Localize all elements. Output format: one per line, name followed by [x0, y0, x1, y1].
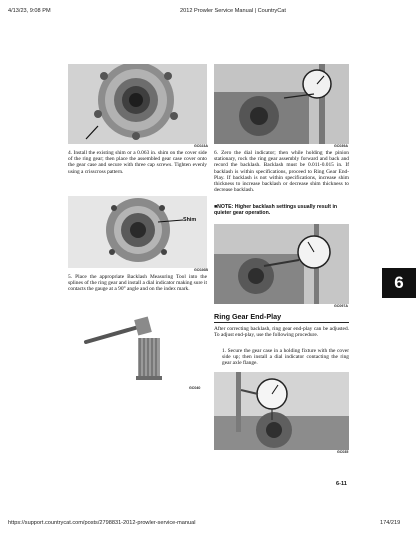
figure-code: GC039A [334, 144, 348, 148]
note-text: ■NOTE: Higher backlash settings usually result in quieter gear operation. [214, 204, 338, 217]
figure-code: GC040 [189, 386, 201, 390]
section-rule [214, 322, 349, 323]
footer-url[interactable]: https://support.countrycat.com/posts/2798831-2012-prowler-service-manual [8, 520, 196, 526]
figure-code: GC023A [194, 144, 208, 148]
photo-end-play-dial-indicator [214, 372, 349, 450]
photo-shim-ring-gear [68, 196, 207, 268]
step-5-text: 5. Place the appropriate Backlash Measuring Tool into the splines of the ring gear and install a dial indicator making sure it contacts the gauge at a 90° angle and on the index mark. [68, 274, 207, 293]
photo-measuring-tool [80, 312, 205, 388]
figure-code: GC097A [334, 304, 348, 308]
header-title: 2012 Prowler Service Manual | CountryCat [180, 8, 286, 14]
photo-backlash-tool [214, 224, 349, 304]
section-step-1-text: 1. Secure the gear case in a holding fixture with the cover side up; then install a dial indicator contacting the ring gear axle flange. [222, 348, 349, 367]
page-number: 6-11 [336, 481, 347, 487]
footer-page-count: 174/219 [380, 520, 401, 526]
shim-label: Shim [183, 217, 197, 223]
step-6-text: 6. Zero the dial indicator; then while holding the pinion stationary, rock the ring gear assembly forward and back and record the backlash. Backlash must be 0.011-0.015 in. If backlash is within specifications, proceed to Ring Gear End-Play. If backlash is not within specifications, increase shim thickness to increase backlash or decrease shim thickness to decrease backlash. [214, 150, 349, 194]
figure-code: GC026B [194, 268, 208, 272]
photo-dial-indicator-backlash [214, 64, 349, 144]
figure-code: GC035 [337, 450, 349, 454]
section-heading: Ring Gear End-Play [214, 312, 282, 321]
chapter-tab: 6 [382, 268, 416, 298]
photo-gear-case-cover [68, 64, 207, 144]
section-intro-text: After correcting backlash, ring gear end-play can be adjusted. To adjust end-play, use the following procedure. [214, 326, 349, 339]
header-datetime: 4/13/23, 9:08 PM [8, 8, 51, 14]
step-4-text: 4. Install the existing shim or a 0.063 in. shim on the cover side of the ring gear; then place the assembled gear case cover onto the gear case and secure with three cap screws. Tighten evenly using a crisscross pattern. [68, 150, 207, 175]
